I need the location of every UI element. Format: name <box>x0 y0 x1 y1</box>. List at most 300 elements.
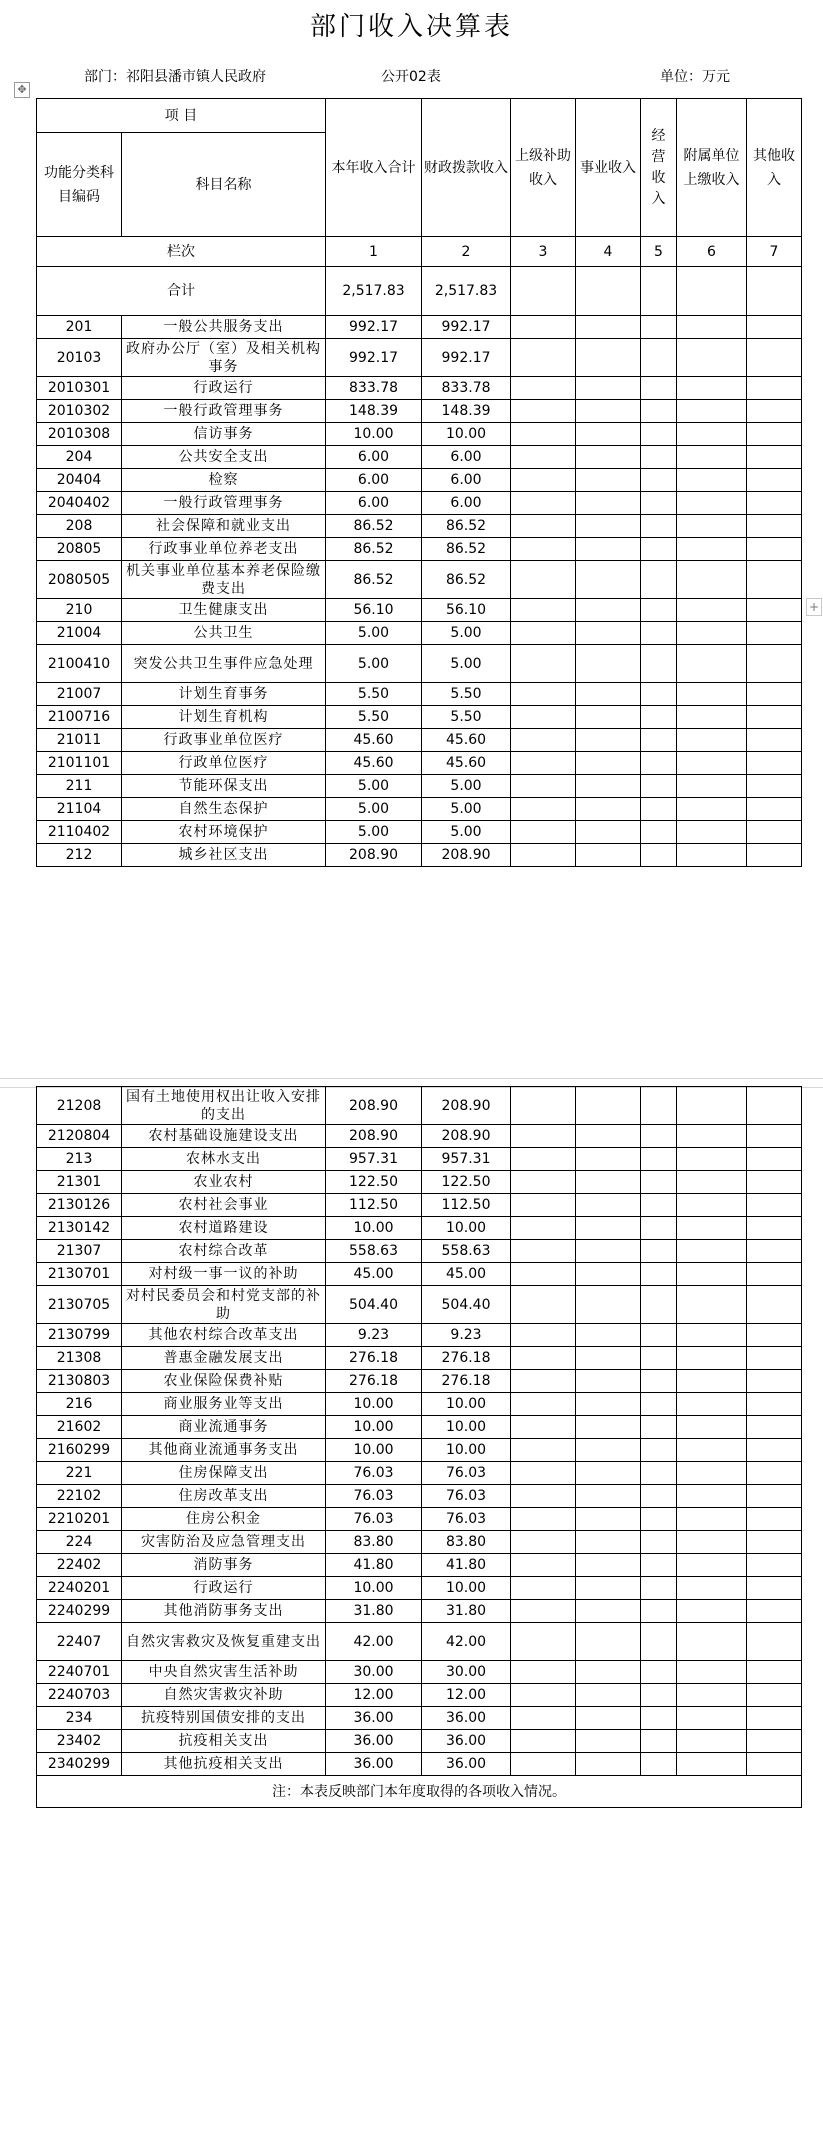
empty-cell <box>747 469 802 492</box>
fiscal-income: 86.52 <box>422 515 511 538</box>
empty-cell <box>576 1661 641 1684</box>
empty-cell <box>641 622 677 645</box>
subject-name: 其他商业流通事务支出 <box>122 1439 326 1462</box>
column-number: 6 <box>677 237 747 267</box>
table-row <box>37 1217 802 1240</box>
empty-cell <box>677 1324 747 1347</box>
empty-cell <box>747 1439 802 1462</box>
subject-name: 计划生育机构 <box>122 706 326 729</box>
income-table-page1 <box>36 98 802 867</box>
subject-name: 公共安全支出 <box>122 446 326 469</box>
fiscal-income: 9.23 <box>422 1324 511 1347</box>
subject-name: 行政事业单位养老支出 <box>122 538 326 561</box>
table-row <box>37 775 802 798</box>
empty-cell <box>511 622 576 645</box>
empty-cell <box>576 469 641 492</box>
subject-code: 21301 <box>37 1171 122 1194</box>
empty-cell <box>677 1347 747 1370</box>
empty-cell <box>641 515 677 538</box>
empty-cell <box>511 561 576 599</box>
empty-cell <box>576 821 641 844</box>
fiscal-income: 6.00 <box>422 469 511 492</box>
subject-code: 2240703 <box>37 1684 122 1707</box>
empty-cell <box>511 515 576 538</box>
empty-cell <box>511 1347 576 1370</box>
subject-name: 自然灾害救灾补助 <box>122 1684 326 1707</box>
income-total: 10.00 <box>326 1393 422 1416</box>
empty-cell <box>511 1684 576 1707</box>
subject-code: 2210201 <box>37 1508 122 1531</box>
income-total: 276.18 <box>326 1370 422 1393</box>
empty-cell <box>576 706 641 729</box>
table-code: 公开02表 <box>381 69 441 85</box>
empty-cell <box>641 339 677 377</box>
plus-icon[interactable]: + <box>806 598 822 616</box>
table-row <box>37 1684 802 1707</box>
empty-cell <box>677 1263 747 1286</box>
empty-cell <box>576 492 641 515</box>
empty-cell <box>576 1416 641 1439</box>
table-row <box>37 1194 802 1217</box>
fiscal-income: 10.00 <box>422 1439 511 1462</box>
income-total: 5.00 <box>326 622 422 645</box>
empty-cell <box>747 821 802 844</box>
income-total: 42.00 <box>326 1623 422 1661</box>
empty-cell <box>641 1171 677 1194</box>
empty-cell <box>511 423 576 446</box>
empty-cell <box>576 267 641 316</box>
empty-cell <box>576 1087 641 1125</box>
empty-cell <box>747 400 802 423</box>
empty-cell <box>511 1577 576 1600</box>
subject-name: 抗疫相关支出 <box>122 1730 326 1753</box>
header-col6: 附属单位上缴收入 <box>677 99 747 237</box>
subject-code: 20404 <box>37 469 122 492</box>
empty-cell <box>747 515 802 538</box>
empty-cell <box>641 645 677 683</box>
empty-cell <box>641 1684 677 1707</box>
subject-code: 212 <box>37 844 122 867</box>
subject-name: 计划生育事务 <box>122 683 326 706</box>
column-number: 1 <box>326 237 422 267</box>
empty-cell <box>677 1171 747 1194</box>
empty-cell <box>511 492 576 515</box>
empty-cell <box>747 683 802 706</box>
empty-cell <box>747 446 802 469</box>
empty-cell <box>576 446 641 469</box>
income-total: 9.23 <box>326 1324 422 1347</box>
fiscal-income: 6.00 <box>422 446 511 469</box>
subject-code: 2130701 <box>37 1263 122 1286</box>
income-total: 10.00 <box>326 1217 422 1240</box>
subject-name: 机关事业单位基本养老保险缴费支出 <box>122 561 326 599</box>
income-total: 36.00 <box>326 1730 422 1753</box>
subject-name: 其他农村综合改革支出 <box>122 1324 326 1347</box>
empty-cell <box>747 599 802 622</box>
subject-code: 224 <box>37 1531 122 1554</box>
table-row <box>37 561 802 599</box>
empty-cell <box>511 1508 576 1531</box>
fiscal-income: 5.00 <box>422 798 511 821</box>
empty-cell <box>677 538 747 561</box>
subject-code: 2080505 <box>37 561 122 599</box>
subject-name: 公共卫生 <box>122 622 326 645</box>
income-total: 12.00 <box>326 1684 422 1707</box>
empty-cell <box>747 752 802 775</box>
subject-code: 21208 <box>37 1087 122 1125</box>
table-row <box>37 1240 802 1263</box>
empty-cell <box>677 1416 747 1439</box>
subject-name: 中央自然灾害生活补助 <box>122 1661 326 1684</box>
table-row <box>37 1393 802 1416</box>
table-row <box>37 400 802 423</box>
subject-code: 2040402 <box>37 492 122 515</box>
fiscal-income: 12.00 <box>422 1684 511 1707</box>
fiscal-income: 122.50 <box>422 1171 511 1194</box>
table-row <box>37 538 802 561</box>
empty-cell <box>641 1393 677 1416</box>
fiscal-income: 148.39 <box>422 400 511 423</box>
empty-cell <box>747 1240 802 1263</box>
empty-cell <box>677 844 747 867</box>
empty-cell <box>747 1600 802 1623</box>
income-total: 5.50 <box>326 683 422 706</box>
empty-cell <box>576 1125 641 1148</box>
empty-cell <box>677 1531 747 1554</box>
income-total: 45.60 <box>326 752 422 775</box>
empty-cell <box>641 1217 677 1240</box>
empty-cell <box>747 1508 802 1531</box>
fiscal-income: 276.18 <box>422 1370 511 1393</box>
empty-cell <box>641 469 677 492</box>
empty-cell <box>576 1240 641 1263</box>
empty-cell <box>677 1286 747 1324</box>
fiscal-income: 10.00 <box>422 1416 511 1439</box>
empty-cell <box>576 316 641 339</box>
subject-code: 2240299 <box>37 1600 122 1623</box>
empty-cell <box>677 706 747 729</box>
empty-cell <box>677 775 747 798</box>
table-row <box>37 645 802 683</box>
empty-cell <box>511 645 576 683</box>
empty-cell <box>641 1286 677 1324</box>
header-col1: 本年收入合计 <box>326 99 422 237</box>
subject-name: 政府办公厅（室）及相关机构事务 <box>122 339 326 377</box>
empty-cell <box>511 1462 576 1485</box>
empty-cell <box>677 599 747 622</box>
empty-cell <box>576 599 641 622</box>
income-total: 76.03 <box>326 1485 422 1508</box>
fiscal-income: 558.63 <box>422 1240 511 1263</box>
subject-name: 灾害防治及应急管理支出 <box>122 1531 326 1554</box>
income-total: 10.00 <box>326 1416 422 1439</box>
move-handle-icon[interactable]: ✥ <box>14 82 30 98</box>
table-row <box>37 515 802 538</box>
empty-cell <box>747 1462 802 1485</box>
empty-cell <box>747 706 802 729</box>
empty-cell <box>576 683 641 706</box>
empty-cell <box>747 1416 802 1439</box>
subject-name: 农村社会事业 <box>122 1194 326 1217</box>
empty-cell <box>747 423 802 446</box>
income-total: 5.00 <box>326 775 422 798</box>
table-row <box>37 1286 802 1324</box>
income-total: 31.80 <box>326 1600 422 1623</box>
empty-cell <box>747 377 802 400</box>
table-row <box>37 492 802 515</box>
empty-cell <box>576 1286 641 1324</box>
empty-cell <box>511 267 576 316</box>
table-row <box>37 1730 802 1753</box>
empty-cell <box>641 400 677 423</box>
subject-code: 208 <box>37 515 122 538</box>
subject-code: 21308 <box>37 1347 122 1370</box>
empty-cell <box>641 1753 677 1776</box>
subject-code: 2110402 <box>37 821 122 844</box>
empty-cell <box>576 423 641 446</box>
table-row <box>37 1416 802 1439</box>
empty-cell <box>641 492 677 515</box>
empty-cell <box>641 798 677 821</box>
empty-cell <box>641 267 677 316</box>
fiscal-income: 45.60 <box>422 729 511 752</box>
subject-code: 2120804 <box>37 1125 122 1148</box>
income-total: 5.00 <box>326 645 422 683</box>
fiscal-income: 83.80 <box>422 1531 511 1554</box>
empty-cell <box>641 1485 677 1508</box>
empty-cell <box>641 423 677 446</box>
fiscal-income: 5.50 <box>422 706 511 729</box>
total-income: 2,517.83 <box>326 267 422 316</box>
subject-code: 2101101 <box>37 752 122 775</box>
table-row <box>37 1600 802 1623</box>
fiscal-income: 10.00 <box>422 423 511 446</box>
empty-cell <box>677 1554 747 1577</box>
column-row-label: 栏次 <box>37 237 326 267</box>
empty-cell <box>576 1217 641 1240</box>
fiscal-income: 5.50 <box>422 683 511 706</box>
empty-cell <box>576 1554 641 1577</box>
empty-cell <box>677 1600 747 1623</box>
fiscal-income: 36.00 <box>422 1730 511 1753</box>
income-total: 558.63 <box>326 1240 422 1263</box>
empty-cell <box>641 1240 677 1263</box>
fiscal-income: 10.00 <box>422 1577 511 1600</box>
empty-cell <box>576 775 641 798</box>
table-row <box>37 1125 802 1148</box>
empty-cell <box>641 377 677 400</box>
table-row <box>37 1087 802 1125</box>
fiscal-income: 957.31 <box>422 1148 511 1171</box>
table-row <box>37 377 802 400</box>
empty-cell <box>677 1661 747 1684</box>
fiscal-income: 31.80 <box>422 1600 511 1623</box>
empty-cell <box>641 1623 677 1661</box>
income-total: 76.03 <box>326 1462 422 1485</box>
income-total: 56.10 <box>326 599 422 622</box>
empty-cell <box>747 1554 802 1577</box>
subject-code: 210 <box>37 599 122 622</box>
subject-code: 21007 <box>37 683 122 706</box>
fiscal-income: 56.10 <box>422 599 511 622</box>
empty-cell <box>677 446 747 469</box>
table-row <box>37 1439 802 1462</box>
empty-cell <box>576 538 641 561</box>
subject-name: 住房保障支出 <box>122 1462 326 1485</box>
empty-cell <box>511 446 576 469</box>
empty-cell <box>747 1370 802 1393</box>
subject-code: 211 <box>37 775 122 798</box>
empty-cell <box>511 1416 576 1439</box>
empty-cell <box>641 1194 677 1217</box>
header-col5: 经营收入 <box>641 99 677 237</box>
subject-name: 农村环境保护 <box>122 821 326 844</box>
subject-code: 204 <box>37 446 122 469</box>
empty-cell <box>677 821 747 844</box>
empty-cell <box>576 377 641 400</box>
column-number: 2 <box>422 237 511 267</box>
empty-cell <box>511 1263 576 1286</box>
empty-cell <box>747 1661 802 1684</box>
empty-cell <box>747 1623 802 1661</box>
subject-name: 检察 <box>122 469 326 492</box>
income-total: 83.80 <box>326 1531 422 1554</box>
table-row <box>37 622 802 645</box>
empty-cell <box>511 752 576 775</box>
empty-cell <box>677 1577 747 1600</box>
income-total: 86.52 <box>326 515 422 538</box>
empty-cell <box>511 1217 576 1240</box>
empty-cell <box>677 729 747 752</box>
subject-code: 2100716 <box>37 706 122 729</box>
income-total: 112.50 <box>326 1194 422 1217</box>
empty-cell <box>677 1508 747 1531</box>
empty-cell <box>677 423 747 446</box>
empty-cell <box>576 1148 641 1171</box>
empty-cell <box>677 1753 747 1776</box>
empty-cell <box>747 798 802 821</box>
empty-cell <box>641 538 677 561</box>
fiscal-income: 5.00 <box>422 821 511 844</box>
income-total: 86.52 <box>326 538 422 561</box>
fiscal-income: 10.00 <box>422 1217 511 1240</box>
income-total: 76.03 <box>326 1508 422 1531</box>
empty-cell <box>747 1347 802 1370</box>
table-row <box>37 1148 802 1171</box>
subject-code: 20103 <box>37 339 122 377</box>
header-item: 项 目 <box>37 99 326 133</box>
subject-code: 2010308 <box>37 423 122 446</box>
subject-code: 21602 <box>37 1416 122 1439</box>
fiscal-income: 276.18 <box>422 1347 511 1370</box>
empty-cell <box>641 1707 677 1730</box>
empty-cell <box>747 538 802 561</box>
fiscal-income: 208.90 <box>422 844 511 867</box>
empty-cell <box>511 683 576 706</box>
subject-code: 2160299 <box>37 1439 122 1462</box>
table-row <box>37 683 802 706</box>
empty-cell <box>576 1324 641 1347</box>
empty-cell <box>677 798 747 821</box>
empty-cell <box>511 1623 576 1661</box>
subject-code: 213 <box>37 1148 122 1171</box>
empty-cell <box>677 469 747 492</box>
empty-cell <box>677 267 747 316</box>
fiscal-income: 86.52 <box>422 561 511 599</box>
subject-name: 住房公积金 <box>122 1508 326 1531</box>
empty-cell <box>511 1125 576 1148</box>
subject-name: 城乡社区支出 <box>122 844 326 867</box>
subject-code: 21104 <box>37 798 122 821</box>
empty-cell <box>641 1730 677 1753</box>
empty-cell <box>511 706 576 729</box>
income-total: 148.39 <box>326 400 422 423</box>
subject-name: 一般公共服务支出 <box>122 316 326 339</box>
subject-code: 201 <box>37 316 122 339</box>
empty-cell <box>747 1194 802 1217</box>
fiscal-income: 833.78 <box>422 377 511 400</box>
fiscal-income: 36.00 <box>422 1707 511 1730</box>
column-number-row <box>37 237 802 267</box>
subject-name: 行政运行 <box>122 1577 326 1600</box>
fiscal-income: 504.40 <box>422 1286 511 1324</box>
empty-cell <box>677 622 747 645</box>
subject-code: 2240201 <box>37 1577 122 1600</box>
empty-cell <box>677 1684 747 1707</box>
empty-cell <box>641 706 677 729</box>
fiscal-income: 112.50 <box>422 1194 511 1217</box>
empty-cell <box>511 599 576 622</box>
subject-code: 234 <box>37 1707 122 1730</box>
empty-cell <box>747 492 802 515</box>
subject-name: 国有土地使用权出让收入安排的支出 <box>122 1087 326 1125</box>
fiscal-income: 41.80 <box>422 1554 511 1577</box>
table-row <box>37 821 802 844</box>
table-row <box>37 1753 802 1776</box>
table-row <box>37 1485 802 1508</box>
empty-cell <box>641 316 677 339</box>
subject-code: 21004 <box>37 622 122 645</box>
empty-cell <box>576 1753 641 1776</box>
subject-code: 2240701 <box>37 1661 122 1684</box>
empty-cell <box>747 1324 802 1347</box>
subject-code: 21011 <box>37 729 122 752</box>
income-total: 208.90 <box>326 1087 422 1125</box>
empty-cell <box>576 400 641 423</box>
income-total: 833.78 <box>326 377 422 400</box>
subject-code: 2340299 <box>37 1753 122 1776</box>
subject-code: 20805 <box>37 538 122 561</box>
empty-cell <box>576 339 641 377</box>
empty-cell <box>641 775 677 798</box>
subject-code: 2010302 <box>37 400 122 423</box>
total-label: 合计 <box>37 267 326 316</box>
subject-code: 22407 <box>37 1623 122 1661</box>
empty-cell <box>511 729 576 752</box>
empty-cell <box>511 775 576 798</box>
empty-cell <box>511 316 576 339</box>
empty-cell <box>747 561 802 599</box>
table-row <box>37 1554 802 1577</box>
empty-cell <box>641 1125 677 1148</box>
subject-code: 2130705 <box>37 1286 122 1324</box>
empty-cell <box>511 1753 576 1776</box>
subject-name: 普惠金融发展支出 <box>122 1347 326 1370</box>
income-total: 6.00 <box>326 469 422 492</box>
empty-cell <box>677 645 747 683</box>
empty-cell <box>511 1707 576 1730</box>
table-row <box>37 1324 802 1347</box>
